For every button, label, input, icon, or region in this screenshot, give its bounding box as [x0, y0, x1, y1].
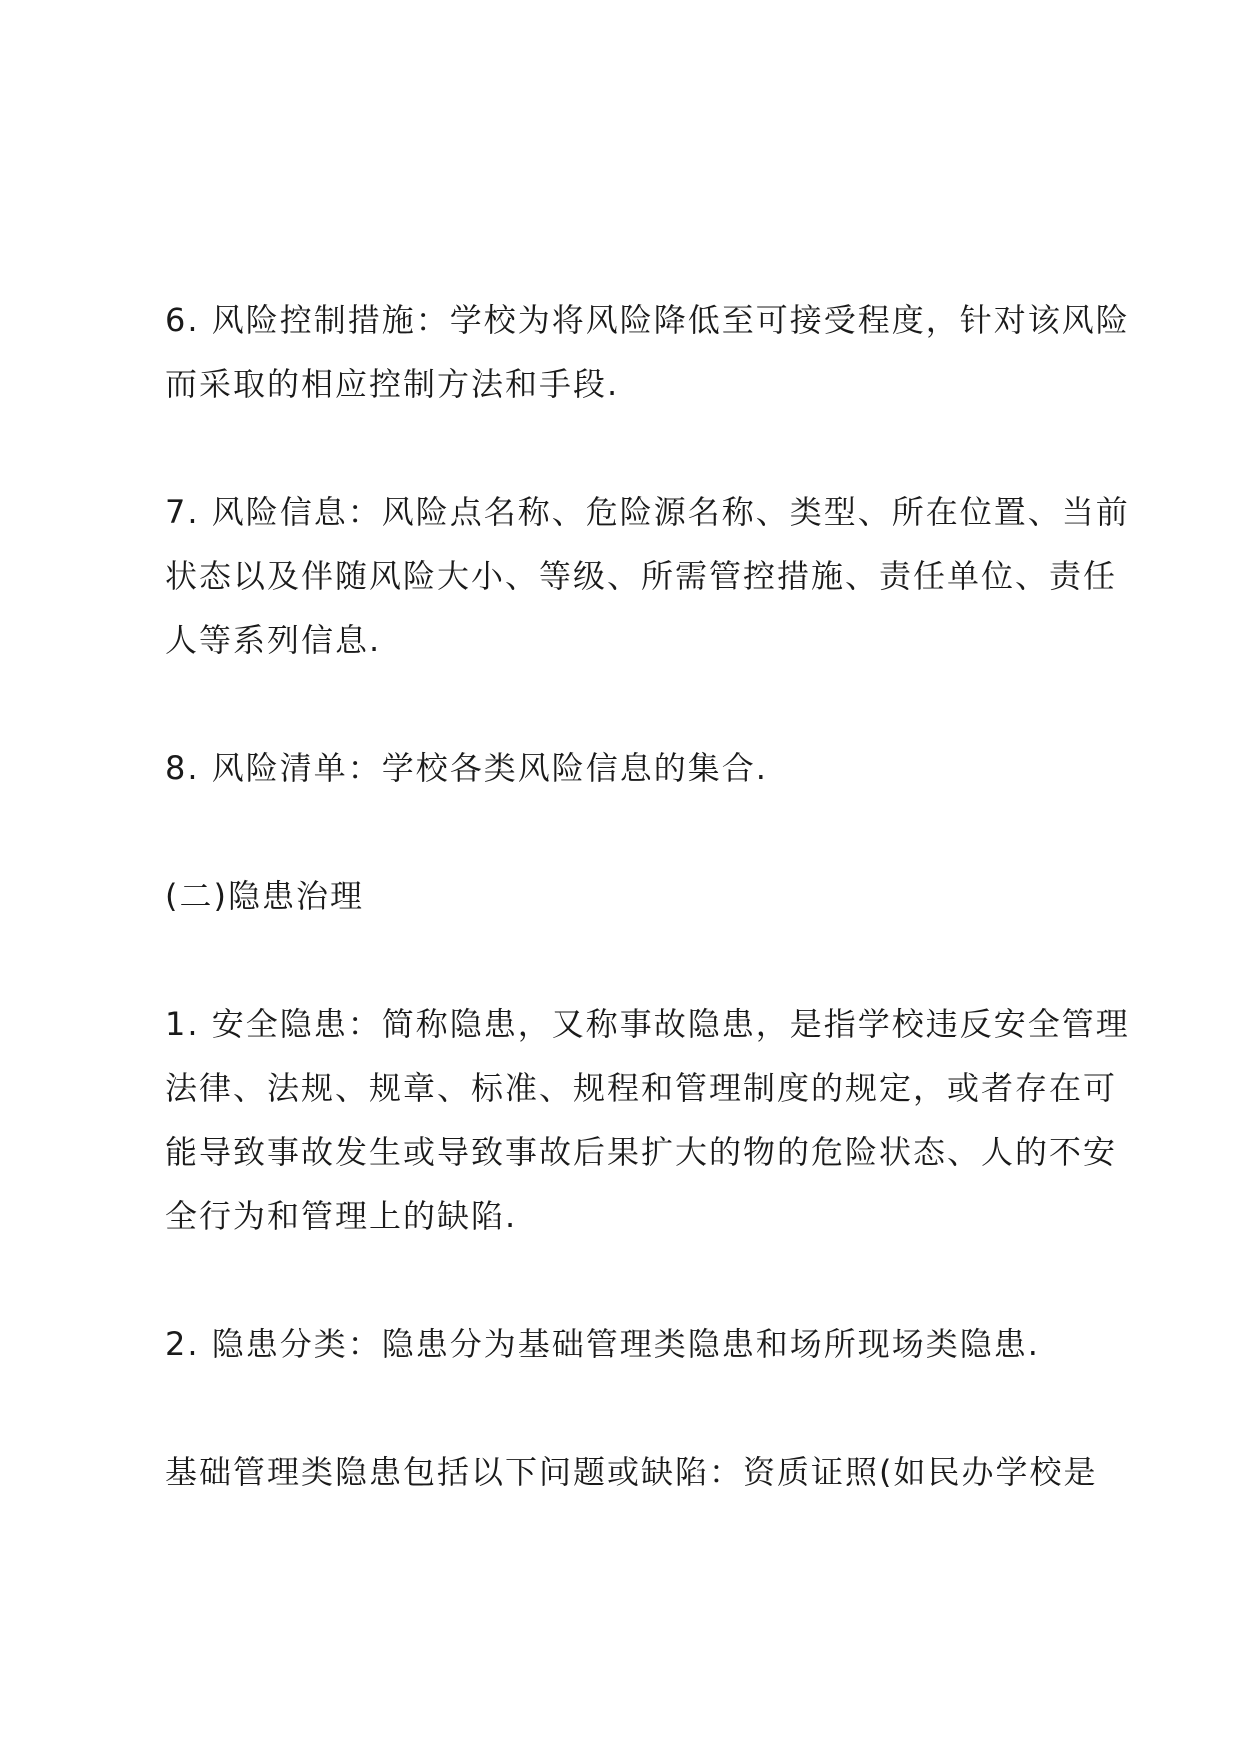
paragraph-risk-information	[165, 480, 1130, 672]
paragraph-safety-hazard	[165, 992, 1130, 1248]
text-line: 状态以及伴随风险大小、等级、所需管控措施、责任单位、责任	[165, 557, 1118, 595]
paragraph-risk-control-measures	[165, 288, 1130, 416]
document-body	[165, 288, 1130, 1568]
text-line: 6. 风险控制措施：学校为将风险降低至可接受程度，针对该风险	[165, 301, 1130, 339]
section-heading-hazard-governance	[165, 864, 1095, 928]
paragraph-hazard-classification	[165, 1312, 1095, 1376]
text-line: 而采取的相应控制方法和手段.	[165, 365, 620, 403]
text-line: 人等系列信息.	[165, 621, 382, 659]
text-line: 2. 隐患分类：隐患分为基础管理类隐患和场所现场类隐患.	[165, 1325, 1040, 1363]
text-line: 全行为和管理上的缺陷.	[165, 1197, 518, 1235]
text-line: 能导致事故发生或导致事故后果扩大的物的危险状态、人的不安	[165, 1133, 1118, 1171]
text-line: 法律、法规、规章、标准、规程和管理制度的规定，或者存在可	[165, 1069, 1118, 1107]
paragraph-risk-list	[165, 736, 1095, 800]
paragraph-basic-management-hazards	[165, 1440, 1098, 1504]
text-line: 7. 风险信息：风险点名称、危险源名称、类型、所在位置、当前	[165, 493, 1130, 531]
heading-text: (二)隐患治理	[165, 877, 364, 915]
text-line: 1. 安全隐患：简称隐患，又称事故隐患，是指学校违反安全管理	[165, 1005, 1130, 1043]
text-line: 8. 风险清单：学校各类风险信息的集合.	[165, 749, 768, 787]
text-line: 基础管理类隐患包括以下问题或缺陷：资质证照(如民办学校是	[165, 1453, 1098, 1491]
